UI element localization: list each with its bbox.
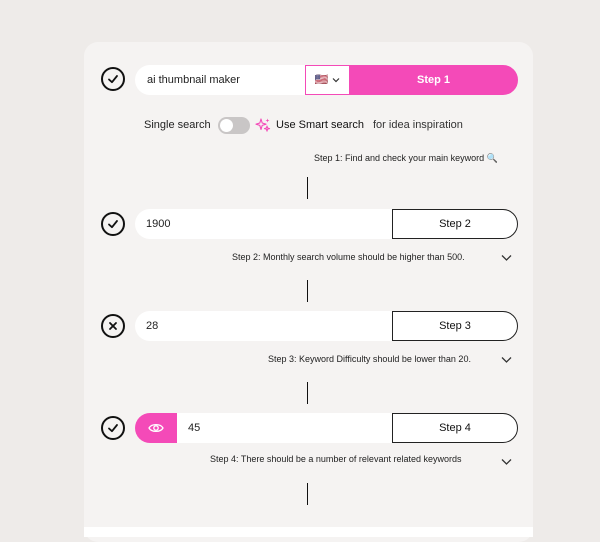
step1-check-icon (101, 67, 125, 91)
step2-check-icon (101, 212, 125, 236)
step4-hint: Step 4: There should be a number of relevant related keywords (210, 454, 462, 464)
connector-line (307, 483, 308, 505)
keyword-input-value: ai thumbnail maker (147, 74, 240, 86)
step3-cross-icon (101, 314, 125, 338)
chevron-down-icon[interactable] (501, 254, 512, 262)
step2-hint: Step 2: Monthly search volume should be higher than 500. (232, 252, 465, 262)
related-keywords-field[interactable] (177, 413, 395, 443)
smart-search-link[interactable]: Use Smart search (276, 119, 365, 131)
eye-icon (148, 422, 164, 434)
connector-line (307, 177, 308, 199)
step2-button[interactable]: Step 2 (392, 209, 518, 239)
step1-button[interactable]: Step 1 (349, 65, 518, 95)
chevron-down-icon[interactable] (501, 458, 512, 466)
step4-button[interactable]: Step 4 (392, 413, 518, 443)
single-search-label: Single search (144, 119, 211, 131)
sparkles-icon (255, 117, 271, 133)
chevron-down-icon[interactable] (501, 356, 512, 364)
search-volume-value: 1900 (146, 218, 171, 230)
step4-check-icon (101, 416, 125, 440)
keyword-input[interactable] (135, 65, 310, 95)
keyword-difficulty-field[interactable] (135, 311, 395, 341)
next-section-edge (84, 527, 533, 537)
toggle-knob (220, 119, 233, 132)
search-mode-toggle[interactable] (218, 117, 250, 134)
view-related-button[interactable] (135, 413, 177, 443)
connector-line (307, 382, 308, 404)
chevron-down-icon (332, 77, 340, 83)
connector-line (307, 280, 308, 302)
keyword-difficulty-value: 28 (146, 320, 159, 332)
step1-hint: Step 1: Find and check your main keyword 🔍 (314, 153, 498, 163)
search-volume-field[interactable] (135, 209, 395, 239)
related-keywords-value: 45 (188, 422, 201, 434)
step3-button[interactable]: Step 3 (392, 311, 518, 341)
country-select[interactable] (305, 65, 350, 95)
us-flag-icon: 🇺🇸 (314, 73, 329, 86)
smart-search-suffix: for idea inspiration (373, 119, 463, 131)
step3-hint: Step 3: Keyword Difficulty should be lower than 20. (268, 354, 471, 364)
keyword-checker-card (84, 42, 533, 542)
